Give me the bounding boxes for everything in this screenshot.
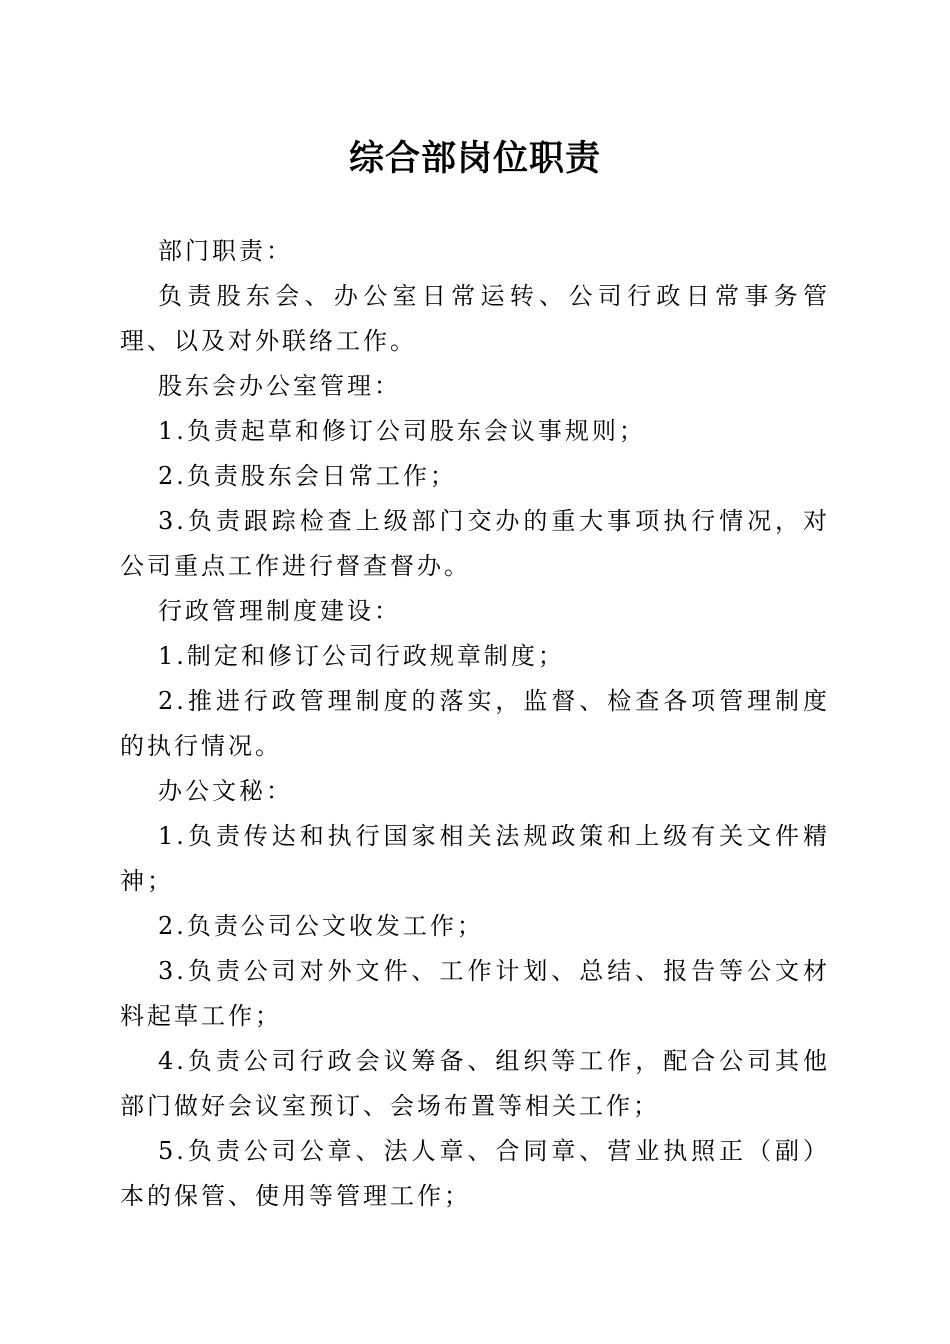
list-item: 1.负责传达和执行国家相关法规政策和上级有关文件精神； bbox=[120, 822, 830, 895]
section-heading-admin-system: 行政管理制度建设： bbox=[158, 597, 401, 625]
document-title: 综合部岗位职责 bbox=[348, 138, 601, 179]
list-item: 3.负责公司对外文件、工作计划、总结、报告等公文材料起草工作； bbox=[120, 957, 830, 1030]
list-item: 1.负责起草和修订公司股东会议事规则； bbox=[158, 417, 646, 445]
list-item: 4.负责公司行政会议筹备、组织等工作，配合公司其他部门做好会议室预订、会场布置等相关工作； bbox=[120, 1047, 830, 1120]
list-item: 2.推进行政管理制度的落实，监督、检查各项管理制度的执行情况。 bbox=[120, 687, 830, 760]
document-body bbox=[120, 229, 830, 1219]
list-item: 1.制定和修订公司行政规章制度； bbox=[158, 642, 565, 670]
list-item: 5.负责公司公章、法人章、合同章、营业执照正（副）本的保管、使用等管理工作； bbox=[120, 1137, 830, 1210]
list-item: 2.负责公司公文收发工作； bbox=[158, 912, 484, 940]
list-item: 2.负责股东会日常工作； bbox=[158, 462, 457, 490]
section-heading-shareholder-office: 股东会办公室管理： bbox=[158, 372, 401, 400]
section-heading-department-duties: 部门职责： bbox=[158, 237, 293, 265]
paragraph-department-duties: 负责股东会、办公室日常运转、公司行政日常事务管理、以及对外联络工作。 bbox=[120, 282, 830, 355]
list-item: 3.负责跟踪检查上级部门交办的重大事项执行情况，对公司重点工作进行督查督办。 bbox=[120, 507, 830, 580]
section-heading-office-secretary: 办公文秘： bbox=[158, 777, 293, 805]
